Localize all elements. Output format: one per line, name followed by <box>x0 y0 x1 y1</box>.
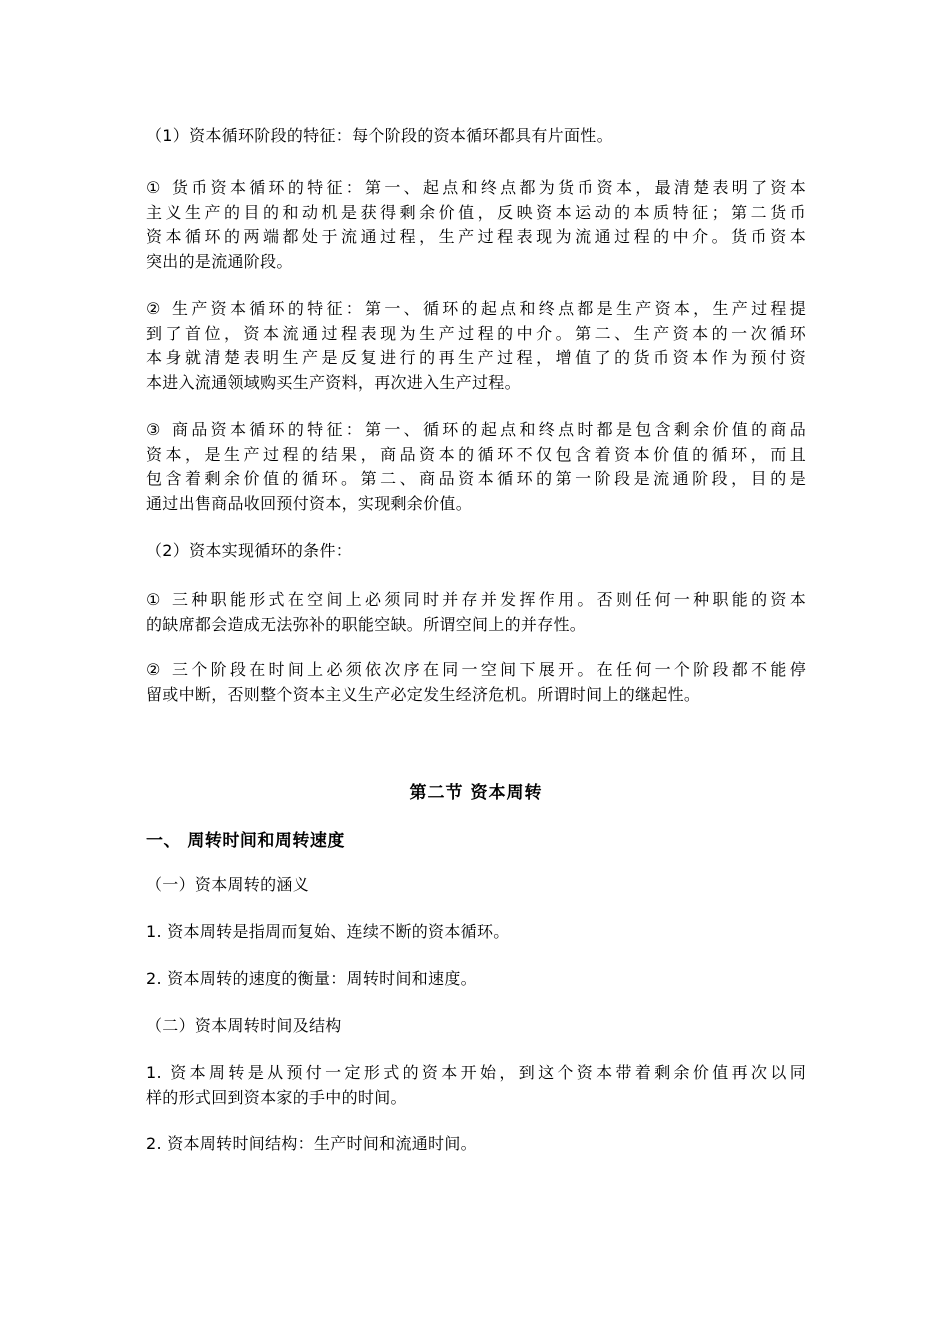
text-line: 主义生产的目的和动机是获得剩余价值，反映资本运动的本质特征；第二货币 <box>146 202 806 222</box>
section-heading: 一、 周转时间和周转速度 <box>146 831 345 851</box>
list-item <box>146 920 806 945</box>
text-line: 1. 资本周转是从预付一定形式的资本开始，到这个资本带着剩余价值再次以同 <box>146 1063 806 1082</box>
list-item <box>146 1132 806 1157</box>
text-line: （2）资本实现循环的条件： <box>146 541 353 560</box>
text-line: 突出的是流通阶段。 <box>146 251 293 271</box>
text-line: 留或中断，否则整个资本主义生产必定发生经济危机。所谓时间上的继起性。 <box>146 684 701 704</box>
text-line: （1）资本循环阶段的特征：每个阶段的资本循环都具有片面性。 <box>146 126 613 145</box>
text-line: ① 货币资本循环的特征：第一、起点和终点都为货币资本，最清楚表明了资本 <box>146 178 806 197</box>
paragraph-temporal-succession <box>146 658 806 707</box>
subheading-turnover-time-structure <box>146 1014 806 1039</box>
text-line: （二）资本周转时间及结构 <box>146 1016 342 1035</box>
list-item <box>146 1061 806 1110</box>
text-line: 包含着剩余价值的循环。第二、商品资本循环的第一阶段是流通阶段，目的是 <box>146 469 806 488</box>
paragraph-commodity-capital-cycle <box>146 418 806 516</box>
text-line: ③ 商品资本循环的特征：第一、循环的起点和终点时都是包含剩余价值的商品 <box>146 420 806 439</box>
text-line: 1. 资本周转是指周而复始、连续不断的资本循环。 <box>146 922 510 941</box>
text-line: 资本，是生产过程的结果，商品资本的循环不仅包含着资本价值的循环，而且 <box>146 444 806 464</box>
text-line: 2. 资本周转时间结构：生产时间和流通时间。 <box>146 1134 477 1153</box>
text-line: （一）资本周转的涵义 <box>146 875 310 894</box>
subheading-turnover-meaning <box>146 873 806 898</box>
text-line: 资本循环的两端都处于流通过程，生产过程表现为流通过程的中介。货币资本 <box>146 227 806 246</box>
paragraph-spatial-coexistence <box>146 588 806 637</box>
list-item <box>146 967 806 992</box>
paragraph-money-capital-cycle <box>146 176 806 274</box>
text-line: 本身就清楚表明生产是反复进行的再生产过程，增值了的货币资本作为预付资 <box>146 348 806 367</box>
paragraph-cycle-conditions <box>146 539 806 564</box>
paragraph-productive-capital-cycle <box>146 297 806 395</box>
text-line: ① 三种职能形式在空间上必须同时并存并发挥作用。否则任何一种职能的资本 <box>146 590 806 609</box>
text-line: 本进入流通领域购买生产资料，再次进入生产过程。 <box>146 372 521 392</box>
section-title: 第二节 资本周转 <box>409 783 543 803</box>
text-line: 到了首位，资本流通过程表现为生产过程的中介。第二、生产资本的一次循环 <box>146 323 806 343</box>
text-line: 的缺席都会造成无法弥补的职能空缺。所谓空间上的并存性。 <box>146 614 587 634</box>
text-line: 2. 资本周转的速度的衡量：周转时间和速度。 <box>146 969 477 988</box>
text-line: ② 生产资本循环的特征：第一、循环的起点和终点都是生产资本，生产过程提 <box>146 299 806 318</box>
text-line: ② 三个阶段在时间上必须依次序在同一空间下展开。在任何一个阶段都不能停 <box>146 660 806 679</box>
text-line: 通过出售商品收回预付资本，实现剩余价值。 <box>146 493 473 513</box>
text-line: 样的形式回到资本家的手中的时间。 <box>146 1087 407 1107</box>
paragraph-cycle-stage-features <box>146 124 806 149</box>
